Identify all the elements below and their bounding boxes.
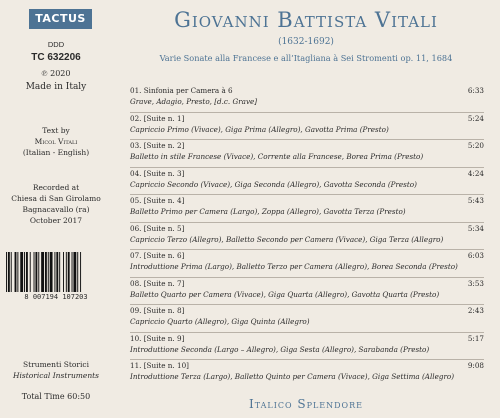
track-item <box>130 84 484 112</box>
instruments-line-2: Historical Instruments <box>12 371 100 380</box>
barcode-bar <box>68 252 70 292</box>
track-duration: 5:43 <box>467 196 484 205</box>
barcode-bar <box>41 252 44 292</box>
barcode-number: 8 007194 107203 <box>24 293 88 301</box>
track-name: 01. Sinfonia per Camera à 6 <box>130 86 233 95</box>
track-name: 06. [Suite n. 5] <box>130 223 185 233</box>
barcode-bar <box>56 252 58 292</box>
barcode-bar <box>59 252 60 292</box>
track-name: 10. [Suite n. 9] <box>130 333 185 343</box>
recording-line-1: Recorded at <box>32 183 80 192</box>
track-duration: 5:24 <box>467 113 484 123</box>
barcode-bar <box>8 252 10 292</box>
recording-line-3: Bagnacavallo (ra) <box>22 205 90 214</box>
track-duration: 9:08 <box>467 361 484 370</box>
composer-dates: (1632-1692) <box>278 37 334 47</box>
track-movements: Grave, Adagio, Presto, [d.c. Grave] <box>130 97 258 106</box>
barcode-bar <box>48 252 49 292</box>
album-subtitle: Varie Sonate alla Francese e all’Itagliana à Sei Stromenti op. 11, 1684 <box>159 53 453 63</box>
text-by-name: Micol Vitali <box>34 137 78 146</box>
barcode-bar <box>50 252 53 292</box>
track-movements: Capriccio Quarto (Allegro), Giga Quinta (Allegro) <box>130 317 310 326</box>
track-divider <box>130 304 484 305</box>
text-by-languages: (Italian - English) <box>22 148 90 157</box>
barcode-bar <box>6 252 7 292</box>
track-name: 05. [Suite n. 4] <box>130 196 185 205</box>
track-item <box>130 139 484 167</box>
track-duration: 5:20 <box>467 141 484 150</box>
barcode-bar <box>38 252 39 292</box>
track-name: 04. [Suite n. 3] <box>130 168 185 178</box>
track-item <box>130 359 484 387</box>
track-duration: 4:24 <box>467 168 484 178</box>
track-divider <box>130 139 484 140</box>
track-duration: 6:03 <box>467 251 484 260</box>
barcode-bar <box>72 252 73 292</box>
track-movements: Balletto Primo per Camera (Largo), Zoppa (Allegro), Gavotta Terza (Presto) <box>130 207 406 216</box>
catalog-number: TC 632206 <box>31 52 81 63</box>
barcode-bar <box>77 252 78 292</box>
track-duration: 6:33 <box>467 86 484 95</box>
track-name: 03. [Suite n. 2] <box>130 141 185 150</box>
track-divider <box>130 359 484 360</box>
track-item <box>130 167 484 195</box>
barcode-bar <box>35 252 37 292</box>
barcode-bar <box>26 252 28 292</box>
ddd-mark: DDD <box>47 40 65 49</box>
track-duration: 3:53 <box>467 278 484 288</box>
track-duration: 5:17 <box>467 333 484 343</box>
track-item <box>130 112 484 140</box>
track-movements: Capriccio Secondo (Vivace), Giga Seconda (Allegro), Gavotta Seconda (Presto) <box>130 179 417 189</box>
track-name: 09. [Suite n. 8] <box>130 306 185 315</box>
track-item <box>130 222 484 250</box>
track-divider <box>130 112 484 113</box>
barcode-bar <box>54 252 55 292</box>
barcode-bar <box>34 252 35 292</box>
track-movements: Introduttione Seconda (Largo – Allegro), Giga Sesta (Allegro), Sarabanda (Presto) <box>130 344 430 354</box>
barcode <box>4 252 108 304</box>
left-column <box>0 0 112 418</box>
track-movements: Introduttione Prima (Largo), Balletto Terzo per Camera (Allegro), Borea Seconda (Presto) <box>130 262 458 271</box>
track-item <box>130 249 484 277</box>
track-movements: Balletto Quarto per Camera (Vivace), Giga Quarta (Allegro), Gavotta Quarta (Presto) <box>130 289 440 299</box>
track-name: 11. [Suite n. 10] <box>130 361 189 370</box>
track-divider <box>130 222 484 223</box>
track-divider <box>130 249 484 250</box>
phonogram-year: ℗ 2020 <box>41 69 71 78</box>
barcode-bars <box>4 252 108 292</box>
track-movements: Capriccio Terzo (Allegro), Balletto Secondo per Camera (Vivace), Giga Terza (Allegro) <box>130 234 444 244</box>
text-by-label: Text by <box>42 126 70 135</box>
barcode-bar <box>63 252 64 292</box>
track-name: 08. [Suite n. 7] <box>130 278 185 288</box>
track-item <box>130 194 484 222</box>
recording-line-2: Chiesa di San Girolamo <box>11 194 101 203</box>
track-name: 07. [Suite n. 6] <box>130 251 185 260</box>
track-movements: Capriccio Primo (Vivace), Giga Prima (Allegro), Gavotta Prima (Presto) <box>130 124 389 134</box>
total-time: Total Time 60:50 <box>21 392 91 401</box>
barcode-bar <box>30 252 31 292</box>
track-item <box>130 332 484 360</box>
track-divider <box>130 194 484 195</box>
barcode-bar <box>45 252 47 292</box>
barcode-bar <box>15 252 17 292</box>
track-item <box>130 304 484 332</box>
barcode-bar <box>11 252 12 292</box>
barcode-bar <box>20 252 23 292</box>
track-divider <box>130 332 484 333</box>
barcode-bar <box>66 252 67 292</box>
performer-name: Italico Splendore <box>249 397 363 411</box>
composer-title: Giovanni Battista Vitali <box>174 8 438 32</box>
barcode-bar <box>73 252 76 292</box>
track-duration: 2:43 <box>467 306 484 315</box>
label-logo: TACTUS <box>29 9 92 29</box>
barcode-bar <box>80 252 81 292</box>
track-divider <box>130 167 484 168</box>
track-movements: Balletto in stile Francese (Vivace), Corrente alla Francese, Borea Prima (Presto) <box>130 152 424 161</box>
track-name: 02. [Suite n. 1] <box>130 113 185 123</box>
track-duration: 5:34 <box>467 223 484 233</box>
made-in: Made in Italy <box>25 82 87 92</box>
track-movements: Introduttione Terza (Largo), Balletto Quinto per Camera (Vivace), Giga Settima (Allegro) <box>130 372 455 381</box>
track-divider <box>130 277 484 278</box>
barcode-bar <box>17 252 18 292</box>
barcode-bar <box>24 252 25 292</box>
track-item <box>130 277 484 305</box>
recording-line-4: October 2017 <box>29 216 83 225</box>
instruments-line-1: Strumenti Storici <box>23 360 89 369</box>
